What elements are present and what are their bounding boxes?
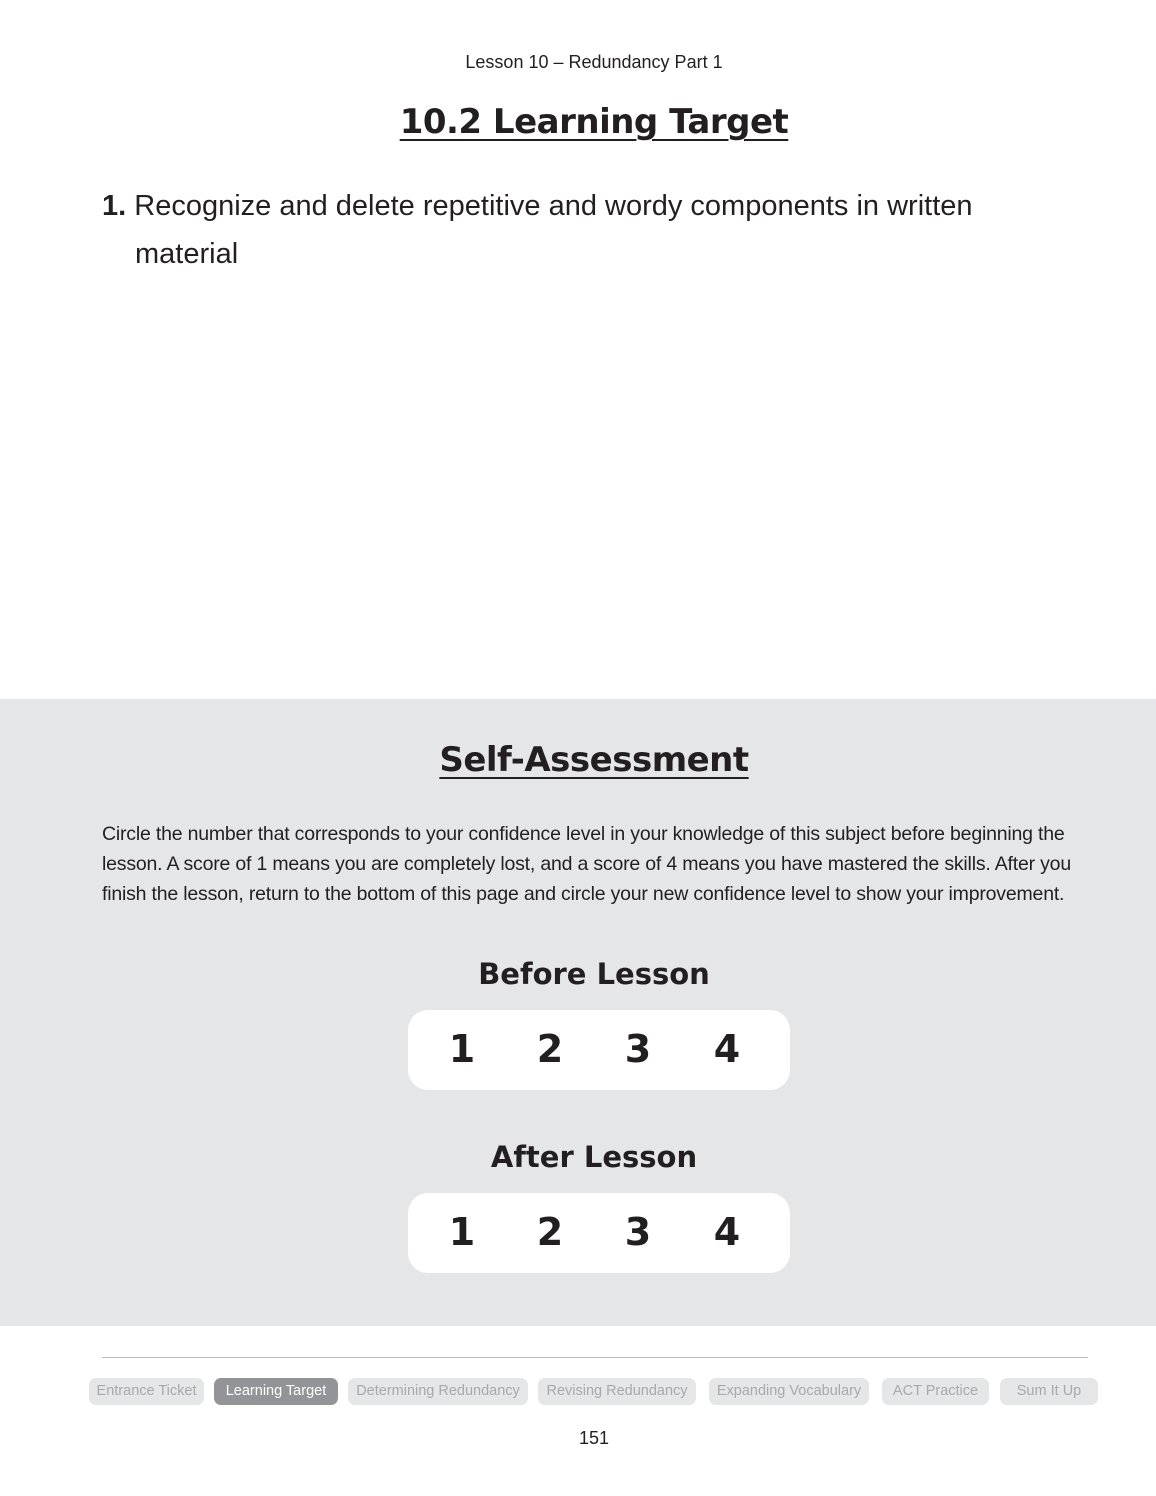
tab-revising-redundancy[interactable]: Revising Redundancy (538, 1378, 696, 1405)
before-rating-4[interactable]: 4 (713, 1027, 741, 1071)
learning-target-item (102, 182, 1062, 278)
tab-act-practice[interactable]: ACT Practice (882, 1378, 989, 1405)
lesson-nav-tabs (89, 1378, 1099, 1405)
tab-expanding-vocabulary[interactable]: Expanding Vocabulary (709, 1378, 869, 1405)
after-lesson-rating (408, 1193, 790, 1273)
learning-target-list (102, 182, 1062, 278)
tab-entrance-ticket[interactable]: Entrance Ticket (89, 1378, 204, 1405)
after-lesson-label: After Lesson (490, 1140, 698, 1174)
after-rating-3[interactable]: 3 (624, 1210, 652, 1254)
self-assessment-title-text: Self-Assessment (439, 740, 749, 780)
tab-learning-target[interactable]: Learning Target (214, 1378, 338, 1405)
learning-target-number: 1. (102, 190, 127, 222)
before-lesson-rating (408, 1010, 790, 1090)
self-assessment-title (0, 740, 1156, 780)
running-head: Lesson 10 – Redundancy Part 1 (465, 52, 723, 72)
footer-divider (102, 1357, 1088, 1358)
page-number: 151 (578, 1428, 610, 1448)
after-rating-4[interactable]: 4 (713, 1210, 741, 1254)
before-rating-1[interactable]: 1 (448, 1027, 476, 1071)
learning-target-text: Recognize and delete repetitive and wordy components in written material (134, 190, 973, 270)
tab-sum-it-up[interactable]: Sum It Up (1000, 1378, 1098, 1405)
after-rating-2[interactable]: 2 (536, 1210, 564, 1254)
before-rating-2[interactable]: 2 (536, 1027, 564, 1071)
learning-target-title-text: 10.2 Learning Target (399, 102, 789, 142)
self-assessment-panel (0, 699, 1156, 1326)
tab-determining-redundancy[interactable]: Determining Redundancy (348, 1378, 528, 1405)
self-assessment-instructions: Circle the number that corresponds to your confidence level in your knowledge of this subject before beginning the lesson. A score of 1 means you are completely lost, and a score of 4 means you have mastered the skills. After you finish the lesson, return to the bottom of this page and circle your new confidence level to show your improvement. (102, 823, 1071, 905)
learning-target-title (0, 102, 1156, 142)
before-rating-3[interactable]: 3 (624, 1027, 652, 1071)
before-lesson-label: Before Lesson (478, 957, 710, 991)
after-rating-1[interactable]: 1 (448, 1210, 476, 1254)
